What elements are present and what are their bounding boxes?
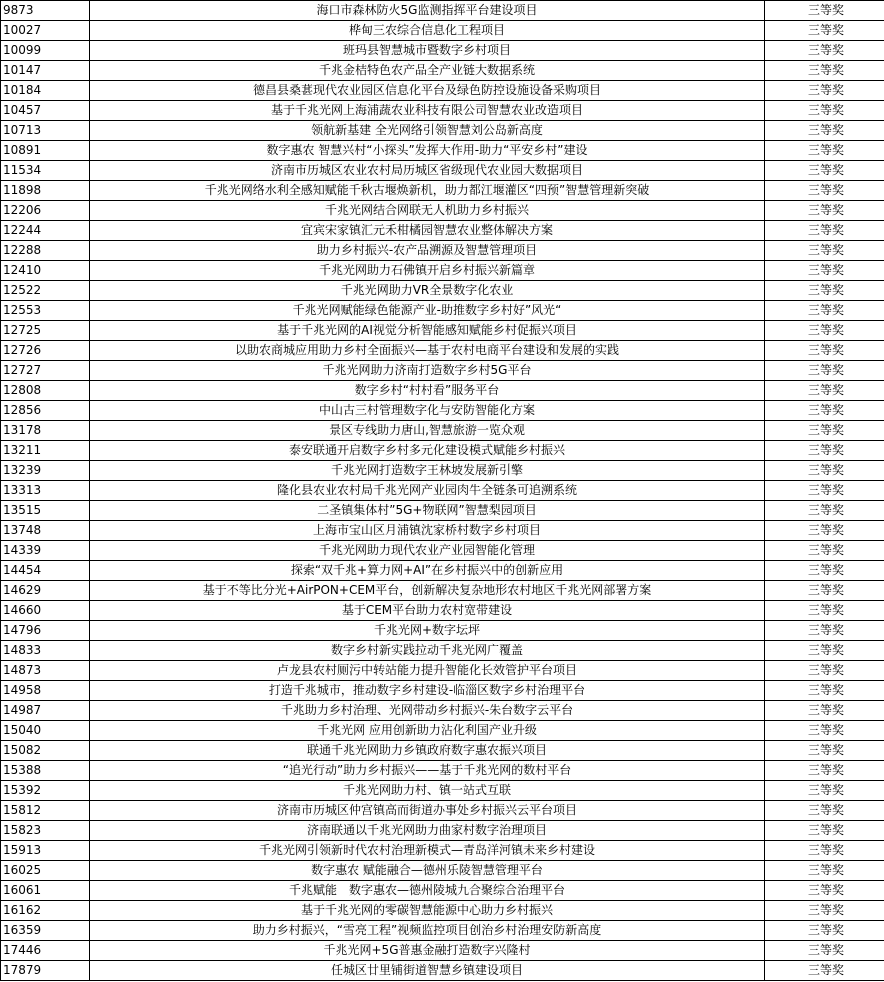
award-cell: 三等奖 [765,281,884,301]
award-cell: 三等奖 [765,341,884,361]
project-id-cell: 13748 [1,521,90,541]
table-row [1,801,884,821]
award-cell: 三等奖 [765,541,884,561]
project-id-cell: 10027 [1,21,90,41]
table-row [1,641,884,661]
project-id-cell: 10184 [1,81,90,101]
table-row [1,761,884,781]
project-id-cell: 10457 [1,101,90,121]
table-row [1,321,884,341]
project-id-cell: 16061 [1,881,90,901]
award-cell: 三等奖 [765,101,884,121]
award-cell: 三等奖 [765,241,884,261]
award-cell: 三等奖 [765,461,884,481]
project-name-cell: 联通千兆光网助力乡镇政府数字惠农振兴项目 [90,741,765,761]
table-row [1,21,884,41]
project-name-cell: 数字惠农 智慧兴村“小探头”发挥大作用-助力“平安乡村”建设 [90,141,765,161]
table-row [1,401,884,421]
award-cell: 三等奖 [765,421,884,441]
award-cell: 三等奖 [765,181,884,201]
table-row [1,61,884,81]
project-name-cell: 探索“双千兆+算力网+AI”在乡村振兴中的创新应用 [90,561,765,581]
project-name-cell: 打造千兆城市，推动数字乡村建设-临淄区数字乡村治理平台 [90,681,765,701]
table-row [1,161,884,181]
award-cell: 三等奖 [765,861,884,881]
project-id-cell: 14796 [1,621,90,641]
project-name-cell: 千兆赋能 数字惠农—德州陵城九合聚综合治理平台 [90,881,765,901]
project-name-cell: 德昌县桑葚现代农业园区信息化平台及绿色防控设施设备采购项目 [90,81,765,101]
table-row [1,721,884,741]
table-row [1,501,884,521]
project-name-cell: 济南市历城区农业农村局历城区省级现代农业园大数据项目 [90,161,765,181]
award-cell: 三等奖 [765,441,884,461]
project-id-cell: 13178 [1,421,90,441]
award-cell: 三等奖 [765,61,884,81]
table-row [1,241,884,261]
award-cell: 三等奖 [765,321,884,341]
table-row [1,681,884,701]
project-id-cell: 12244 [1,221,90,241]
award-cell: 三等奖 [765,821,884,841]
award-cell: 三等奖 [765,41,884,61]
project-id-cell: 16359 [1,921,90,941]
award-cell: 三等奖 [765,21,884,41]
project-id-cell: 16162 [1,901,90,921]
award-cell: 三等奖 [765,781,884,801]
award-cell: 三等奖 [765,201,884,221]
award-cell: 三等奖 [765,401,884,421]
table-row [1,861,884,881]
table-row [1,301,884,321]
project-id-cell: 12727 [1,361,90,381]
project-id-cell: 16025 [1,861,90,881]
project-name-cell: 数字乡村新实践拉动千兆光网广覆盖 [90,641,765,661]
award-cell: 三等奖 [765,361,884,381]
award-cell: 三等奖 [765,481,884,501]
award-cell: 三等奖 [765,621,884,641]
project-name-cell: 任城区廿里铺街道智慧乡镇建设项目 [90,961,765,981]
project-name-cell: 千兆光网引领新时代农村治理新模式—青岛洋河镇未来乡村建设 [90,841,765,861]
table-row [1,201,884,221]
table-row [1,961,884,981]
table-row [1,601,884,621]
table-row [1,341,884,361]
project-id-cell: 15823 [1,821,90,841]
award-cell: 三等奖 [765,741,884,761]
table-row [1,81,884,101]
project-name-cell: 卢龙县农村厕污中转站能力提升智能化长效管护平台项目 [90,661,765,681]
project-name-cell: 千兆光网+数字坛坪 [90,621,765,641]
table-row [1,281,884,301]
project-id-cell: 14987 [1,701,90,721]
project-id-cell: 14873 [1,661,90,681]
award-cell: 三等奖 [765,521,884,541]
project-name-cell: 千兆光网+5G普惠金融打造数字兴隆村 [90,941,765,961]
award-cell: 三等奖 [765,921,884,941]
table-row [1,841,884,861]
table-row [1,121,884,141]
project-id-cell: 14629 [1,581,90,601]
project-name-cell: 千兆光网络水利全感知赋能千秋古堰焕新机，助力都江堰灌区“四预”智慧管理新突破 [90,181,765,201]
project-id-cell: 15392 [1,781,90,801]
award-cell: 三等奖 [765,301,884,321]
table-row [1,561,884,581]
project-id-cell: 15913 [1,841,90,861]
project-id-cell: 13313 [1,481,90,501]
award-cell: 三等奖 [765,801,884,821]
table-row [1,521,884,541]
award-cell: 三等奖 [765,261,884,281]
project-name-cell: 隆化县农业农村局千兆光网产业园肉牛全链条可追溯系统 [90,481,765,501]
project-id-cell: 14660 [1,601,90,621]
award-cell: 三等奖 [765,681,884,701]
award-cell: 三等奖 [765,761,884,781]
award-cell: 三等奖 [765,161,884,181]
table-row [1,921,884,941]
project-id-cell: 15388 [1,761,90,781]
project-name-cell: 领航新基建 全光网络引领智慧刘公岛新高度 [90,121,765,141]
project-id-cell: 12553 [1,301,90,321]
project-name-cell: 二圣镇集体村”5G+物联网”智慧梨园项目 [90,501,765,521]
project-name-cell: 千兆光网助力现代农业产业园智能化管理 [90,541,765,561]
project-name-cell: 基于不等比分光+AirPON+CEM平台，创新解决复杂地形农村地区千兆光网部署方案 [90,581,765,601]
project-id-cell: 13239 [1,461,90,481]
project-name-cell: 助力乡村振兴，“雪亮工程”视频监控项目创治乡村治理安防新高度 [90,921,765,941]
project-name-cell: 泰安联通开启数字乡村多元化建设模式赋能乡村振兴 [90,441,765,461]
project-name-cell: 济南联通以千兆光网助力曲家村数字治理项目 [90,821,765,841]
project-id-cell: 10099 [1,41,90,61]
project-name-cell: 济南市历城区仲宫镇高而街道办事处乡村振兴云平台项目 [90,801,765,821]
table-row [1,481,884,501]
project-name-cell: 千兆光网赋能绿色能源产业-助推数字乡村好”风光“ [90,301,765,321]
project-id-cell: 14454 [1,561,90,581]
project-name-cell: 千兆光网打造数字王林坡发展新引擎 [90,461,765,481]
award-cell: 三等奖 [765,721,884,741]
project-name-cell: 数字乡村“村村看”服务平台 [90,381,765,401]
project-id-cell: 17879 [1,961,90,981]
project-name-cell: 千兆光网助力石佛镇开启乡村振兴新篇章 [90,261,765,281]
project-name-cell: 数字惠农 赋能融合—德州乐陵智慧管理平台 [90,861,765,881]
project-name-cell: 基于千兆光网的零碳智慧能源中心助力乡村振兴 [90,901,765,921]
award-cell: 三等奖 [765,661,884,681]
project-id-cell: 15812 [1,801,90,821]
project-name-cell: 上海市宝山区月浦镇沈家桥村数字乡村项目 [90,521,765,541]
award-cell: 三等奖 [765,601,884,621]
table-row [1,901,884,921]
project-name-cell: 助力乡村振兴-农产品溯源及智慧管理项目 [90,241,765,261]
award-cell: 三等奖 [765,81,884,101]
award-cell: 三等奖 [765,701,884,721]
project-name-cell: 宜宾宋家镇汇元禾柑橘园智慧农业整体解决方案 [90,221,765,241]
project-id-cell: 10147 [1,61,90,81]
project-name-cell: 班玛县智慧城市暨数字乡村项目 [90,41,765,61]
project-id-cell: 10891 [1,141,90,161]
award-cell: 三等奖 [765,121,884,141]
table-row [1,41,884,61]
project-id-cell: 12410 [1,261,90,281]
project-name-cell: “追光行动”助力乡村振兴——基于千兆光网的数村平台 [90,761,765,781]
project-id-cell: 14833 [1,641,90,661]
project-id-cell: 11534 [1,161,90,181]
project-id-cell: 14339 [1,541,90,561]
table-row [1,741,884,761]
table-row [1,261,884,281]
project-id-cell: 12288 [1,241,90,261]
project-name-cell: 桦甸三农综合信息化工程项目 [90,21,765,41]
table-row [1,361,884,381]
project-name-cell: 海口市森林防火5G监测指挥平台建设项目 [90,1,765,21]
project-id-cell: 13515 [1,501,90,521]
table-row [1,781,884,801]
award-cell: 三等奖 [765,881,884,901]
project-id-cell: 12206 [1,201,90,221]
project-id-cell: 9873 [1,1,90,21]
project-name-cell: 千兆光网助力村、镇一站式互联 [90,781,765,801]
project-id-cell: 15040 [1,721,90,741]
table-row [1,621,884,641]
award-cell: 三等奖 [765,581,884,601]
project-id-cell: 12856 [1,401,90,421]
project-name-cell: 基于千兆光网的AI视觉分析智能感知赋能乡村促振兴项目 [90,321,765,341]
project-id-cell: 11898 [1,181,90,201]
table-row [1,141,884,161]
project-id-cell: 12725 [1,321,90,341]
project-name-cell: 千兆光网 应用创新助力沾化利国产业升级 [90,721,765,741]
table-row [1,421,884,441]
table-row [1,881,884,901]
table-row [1,821,884,841]
project-name-cell: 景区专线助力唐山,智慧旅游一览众观 [90,421,765,441]
award-cell: 三等奖 [765,1,884,21]
project-id-cell: 17446 [1,941,90,961]
table-row [1,381,884,401]
award-cell: 三等奖 [765,901,884,921]
award-cell: 三等奖 [765,841,884,861]
award-cell: 三等奖 [765,221,884,241]
table-row [1,541,884,561]
project-id-cell: 12726 [1,341,90,361]
award-cell: 三等奖 [765,941,884,961]
project-name-cell: 以助农商城应用助力乡村全面振兴—基于农村电商平台建设和发展的实践 [90,341,765,361]
table-row [1,101,884,121]
project-name-cell: 千兆金桔特色农产品全产业链大数据系统 [90,61,765,81]
project-name-cell: 千兆助力乡村治理、光网带动乡村振兴-朱台数字云平台 [90,701,765,721]
project-id-cell: 12808 [1,381,90,401]
award-cell: 三等奖 [765,501,884,521]
award-cell: 三等奖 [765,641,884,661]
project-name-cell: 基于千兆光网上海浦蔬农业科技有限公司智慧农业改造项目 [90,101,765,121]
project-name-cell: 基于CEM平台助力农村宽带建设 [90,601,765,621]
project-name-cell: 千兆光网助力济南打造数字乡村5G平台 [90,361,765,381]
awards-table-body [1,1,884,981]
project-id-cell: 13211 [1,441,90,461]
award-cell: 三等奖 [765,381,884,401]
award-cell: 三等奖 [765,561,884,581]
award-cell: 三等奖 [765,961,884,981]
table-row [1,1,884,21]
award-cell: 三等奖 [765,141,884,161]
table-row [1,701,884,721]
table-row [1,221,884,241]
table-row [1,661,884,681]
table-row [1,441,884,461]
table-row [1,461,884,481]
project-name-cell: 千兆光网结合网联无人机助力乡村振兴 [90,201,765,221]
project-id-cell: 15082 [1,741,90,761]
table-row [1,581,884,601]
project-id-cell: 10713 [1,121,90,141]
table-row [1,941,884,961]
project-name-cell: 中山古三村管理数字化与安防智能化方案 [90,401,765,421]
project-id-cell: 14958 [1,681,90,701]
table-row [1,181,884,201]
project-name-cell: 千兆光网助力VR全景数字化农业 [90,281,765,301]
project-id-cell: 12522 [1,281,90,301]
